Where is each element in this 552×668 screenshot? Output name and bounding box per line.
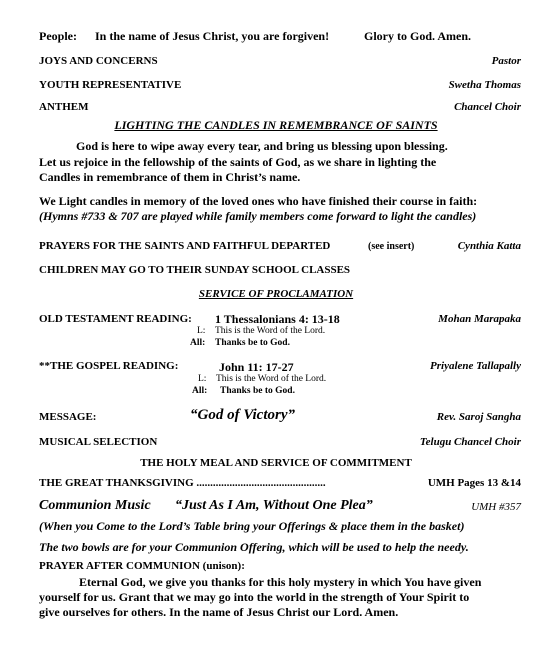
gospel-all-response-label: All:	[192, 386, 208, 396]
glory-text: Glory to God. Amen.	[364, 29, 471, 43]
offering-line-2: The two bowls are for your Communion Offering, which will be used to help the needy.	[39, 540, 469, 554]
closing-para-line-2: yourself for us. Grant that we may go into the world in the strength of Your Spirit to	[39, 590, 470, 604]
candles-heading: LIGHTING THE CANDLES IN REMEMBRANCE OF SAINTS	[114, 118, 438, 132]
ot-all-response-label: All:	[190, 338, 206, 348]
prayers-leader: Cynthia Katta	[457, 240, 521, 252]
candles-para-line-1: God is here to wipe away every tear, and bring us blessing upon blessing.	[76, 139, 448, 153]
gospel-label: **THE GOSPEL READING:	[39, 360, 179, 372]
musical-label: MUSICAL SELECTION	[39, 436, 158, 448]
closing-para-line-1: Eternal God, we give you thanks for this holy mystery in which You have given	[79, 575, 482, 589]
ot-label: OLD TESTAMENT READING:	[39, 313, 192, 325]
joys-label: JOYS AND CONCERNS	[39, 55, 158, 67]
gospel-reference: John 11: 17-27	[219, 360, 294, 374]
forgiveness-text: In the name of Jesus Christ, you are forgiven!	[95, 29, 330, 43]
gospel-leader-response-text: This is the Word of the Lord.	[216, 374, 327, 384]
ot-leader-response-label: L:	[197, 326, 206, 336]
ot-leader: Mohan Marapaka	[438, 313, 521, 325]
message-leader: Rev. Saroj Sangha	[436, 411, 521, 423]
people-label: People:	[39, 29, 77, 43]
candles-para-line-2: Let us rejoice in the fellowship of the saints of God, as we share in lighting the	[39, 155, 437, 169]
light-candles-line: We Light candles in memory of the loved ones who have finished their course in faith:	[39, 194, 478, 208]
joys-leader: Pastor	[491, 55, 521, 67]
holy-meal-heading: THE HOLY MEAL AND SERVICE OF COMMITMENT	[140, 457, 412, 469]
ot-reference: 1 Thessalonians 4: 13-18	[215, 312, 340, 326]
candles-para-line-3: Candles in remembrance of them in Christ’s name.	[39, 170, 301, 184]
message-title: “God of Victory”	[190, 407, 295, 423]
communion-reference: UMH #357	[471, 501, 521, 513]
hymns-line: (Hymns #733 & 707 are played while family members come forward to light the candles)	[39, 209, 477, 223]
thanksgiving-label: THE GREAT THANKSGIVING ...............................................	[39, 477, 326, 489]
anthem-leader: Chancel Choir	[454, 101, 521, 113]
prayers-note: (see insert)	[368, 241, 415, 252]
children-line: CHILDREN MAY GO TO THEIR SUNDAY SCHOOL CLASSES	[39, 264, 351, 276]
communion-title: “Just As I Am, Without One Plea”	[175, 498, 373, 513]
ot-all-response-text: Thanks be to God.	[215, 338, 290, 348]
ot-leader-response-text: This is the Word of the Lord.	[215, 326, 326, 336]
after-communion-label: PRAYER AFTER COMMUNION (unison):	[39, 560, 245, 572]
message-label: MESSAGE:	[39, 411, 97, 423]
youth-label: YOUTH REPRESENTATIVE	[39, 79, 182, 91]
musical-leader: Telugu Chancel Choir	[419, 436, 521, 448]
communion-label: Communion Music	[39, 498, 151, 513]
anthem-label: ANTHEM	[39, 101, 89, 113]
gospel-all-response-text: Thanks be to God.	[220, 386, 295, 396]
thanksgiving-reference: UMH Pages 13 &14	[427, 477, 521, 489]
gospel-leader: Priyalene Tallapally	[430, 360, 521, 372]
proclamation-heading: SERVICE OF PROCLAMATION	[198, 288, 354, 300]
offering-line-1: (When you Come to the Lord’s Table bring your Offerings & place them in the basket)	[39, 519, 465, 533]
prayers-label: PRAYERS FOR THE SAINTS AND FAITHFUL DEPARTED	[39, 240, 331, 252]
gospel-leader-response-label: L:	[198, 374, 207, 384]
youth-leader: Swetha Thomas	[448, 79, 521, 91]
closing-para-line-3: give ourselves for others. In the name of Jesus Christ our Lord. Amen.	[39, 605, 399, 619]
